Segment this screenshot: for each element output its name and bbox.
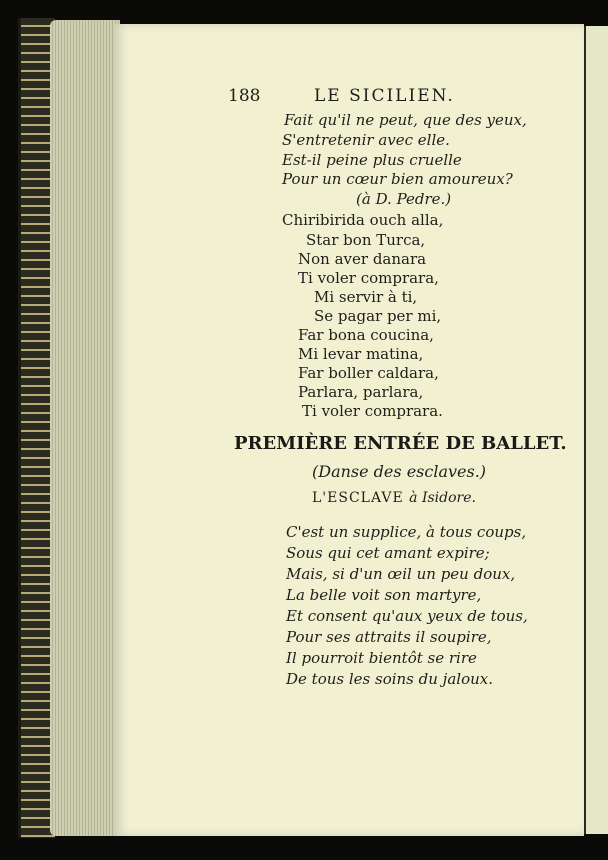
page-number: 188 <box>228 86 261 106</box>
verse-line: Sous qui cet amant expire; <box>286 544 490 562</box>
song-line: Far boller caldara, <box>298 364 439 382</box>
song-line: Chiribirida ouch alla, <box>282 211 444 229</box>
verse-line: De tous les soins du jaloux. <box>286 670 493 688</box>
song-line: Star bon Turca, <box>306 231 426 249</box>
speaker-addressee: à Isidore. <box>409 490 476 506</box>
section-heading: PREMIÈRE ENTRÉE DE BALLET. <box>234 433 567 454</box>
song-line: Far bona coucina, <box>298 326 434 344</box>
verse-line: Pour un cœur bien amoureux? <box>282 170 513 188</box>
page-stack <box>50 20 120 836</box>
running-title: LE SICILIEN. <box>314 86 455 106</box>
song-line: Parlara, parlara, <box>298 383 424 401</box>
song-line: Mi levar matina, <box>298 345 424 363</box>
speaker-line <box>312 490 476 506</box>
verse-line: Fait qu'il ne peut, que des yeux, <box>284 111 527 129</box>
song-line: Non aver danara <box>298 250 427 268</box>
verse-line: Pour ses attraits il soupire, <box>286 628 492 646</box>
page-header <box>228 86 468 108</box>
next-page-edge <box>584 26 608 834</box>
verse-line: Mais, si d'un œil un peu doux, <box>286 565 516 583</box>
song-line: Ti voler comprara. <box>302 402 443 420</box>
song-line: Se pagar per mi, <box>314 307 442 325</box>
song-line: Mi servir à ti, <box>314 288 418 306</box>
verse-line: Et consent qu'aux yeux de tous, <box>286 607 528 625</box>
song-line: Ti voler comprara, <box>298 269 439 287</box>
stage-direction: (Danse des esclaves.) <box>312 462 487 481</box>
speaker-name: L'ESCLAVE <box>312 490 404 506</box>
verse-line: Est-il peine plus cruelle <box>282 151 462 169</box>
verse-line: S'entretenir avec elle. <box>282 131 450 149</box>
stage-direction-to-pedre: (à D. Pedre.) <box>356 190 452 208</box>
verse-line: C'est un supplice, à tous coups, <box>286 523 527 541</box>
verse-line: Il pourroit bientôt se rire <box>286 649 477 667</box>
verse-line: La belle voit son martyre, <box>286 586 482 604</box>
